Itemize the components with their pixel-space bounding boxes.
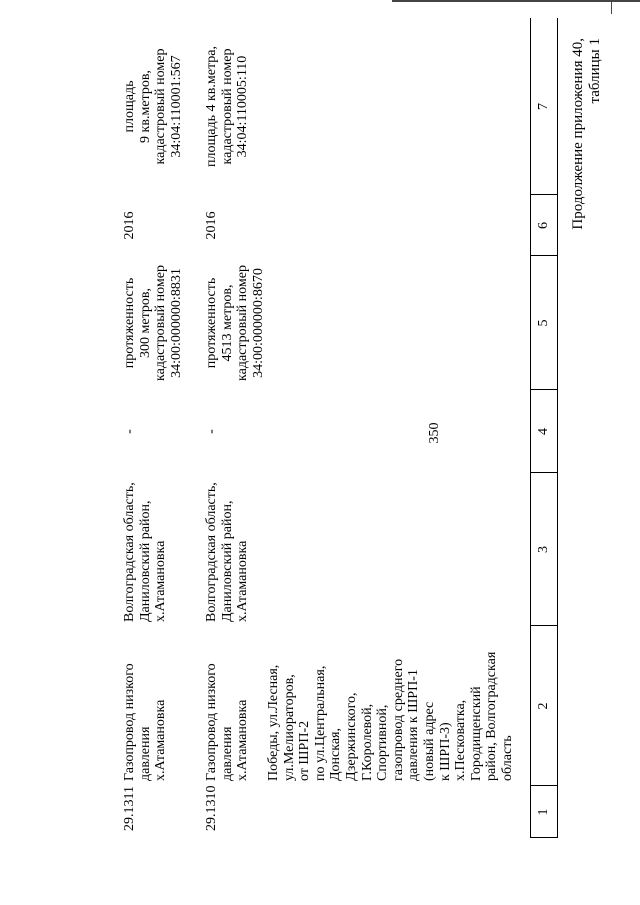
row-2-location: Волгоградская область, Даниловский район, х.Атамановка <box>122 482 169 622</box>
continuation-cell-col2: Победы, ул.Лесная, ул.Мелиораторов, от ШРП-2 по ул.Центральная, Донская, Дзержинского, Г.Королевой, Спортивной, газопровод среднего давления к ШРП-1 (новый адрес к ШРП-3) х.Песковатка, Городищенский район, Волгоградская область <box>266 651 515 781</box>
row-2-name: Газопровод низкого давления х.Атамановка <box>122 663 169 781</box>
row-2-col4: - <box>122 429 137 434</box>
row-1-name: Газопровод низкого давления х.Атамановка <box>204 663 251 781</box>
row-1-length: протяженность 4513 метров, кадастровый номер 34:00:000000:8670 <box>204 265 266 381</box>
data-table <box>22 18 622 878</box>
header-col-4: 4 <box>536 428 551 435</box>
row-1-area: площадь 4 кв.метра, кадастровый номер 34:04:110005:110 <box>204 46 251 167</box>
row-2-length: протяженность 300 метров, кадастровый номер 34:00:000000:8831 <box>122 265 184 381</box>
row-2-year: 2016 <box>122 211 137 240</box>
row-1-number: 29.1310 <box>204 785 219 831</box>
header-col-3: 3 <box>536 546 551 553</box>
header-col-1: 1 <box>536 808 551 816</box>
rotated-page <box>22 18 622 878</box>
header-col-2: 2 <box>536 702 551 710</box>
header-col-5: 5 <box>536 319 551 327</box>
row-1-location: Волгоградская область, Даниловский район, х.Атамановка <box>204 482 251 622</box>
row-1-col4: - <box>204 429 219 434</box>
row-2-number: 29.1311 <box>122 786 137 831</box>
row-2-area: площадь 9 кв.метров, кадастровый номер 34:04:110001:567 <box>122 48 184 165</box>
continuation-title: Продолжение приложения 40, таблицы 1 <box>570 38 603 230</box>
header-bottom-border <box>557 18 558 838</box>
header-col-7: 7 <box>536 103 551 110</box>
corner-tick-line <box>611 0 612 14</box>
header-col-6: 6 <box>536 222 551 229</box>
top-border-line <box>392 0 640 2</box>
page-number: 350 <box>427 422 442 444</box>
row-1-year: 2016 <box>204 211 219 240</box>
